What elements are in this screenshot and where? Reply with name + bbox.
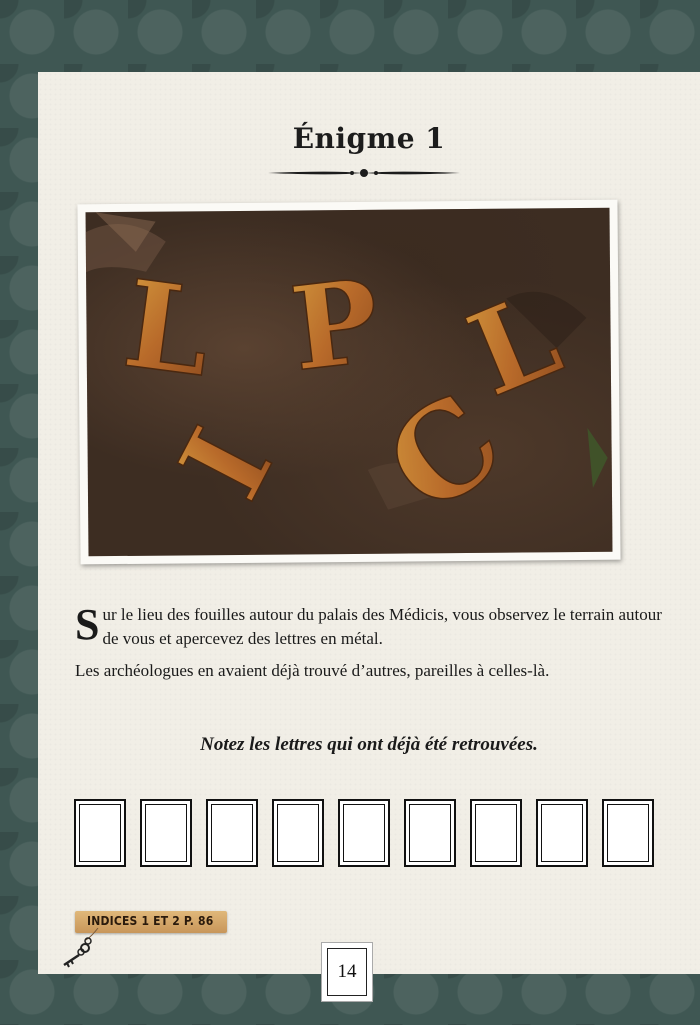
page-number-box [321, 942, 373, 1002]
hint-label: INDICES 1 ET 2 P. 86 [87, 914, 214, 928]
photo-metal-letters-in-soil [86, 208, 613, 557]
answer-box-3[interactable] [206, 799, 258, 867]
answer-box-5[interactable] [338, 799, 390, 867]
paragraph-1-text: ur le lieu des fouilles autour du palais des Médicis, vous observez le terrain autour de vous et apercevez des lettres en métal. [102, 605, 662, 648]
photo-letter-i: I [154, 409, 299, 520]
page-title: Énigme 1 [292, 122, 446, 155]
paragraph-2: Les archéologues en avaient déjà trouvé d’autres, pareilles à celles-là. [75, 661, 550, 680]
answer-box-6[interactable] [404, 799, 456, 867]
photo-letter-c: C [360, 365, 530, 543]
photo-frame [77, 200, 620, 565]
answer-box-8[interactable] [536, 799, 588, 867]
answer-box-7[interactable] [470, 799, 522, 867]
answer-boxes [74, 799, 654, 869]
answer-box-2[interactable] [140, 799, 192, 867]
answer-box-1[interactable] [74, 799, 126, 867]
answer-box-9[interactable] [602, 799, 654, 867]
answer-box-4[interactable] [272, 799, 324, 867]
title-divider [266, 167, 462, 179]
page-number: 14 [327, 948, 367, 996]
drop-cap: S [75, 600, 100, 649]
body-text [75, 600, 675, 683]
key-icon [58, 928, 102, 968]
page [38, 72, 700, 982]
paragraph-1 [75, 600, 675, 651]
photo-letter-l1: L [116, 253, 219, 405]
photo-letter-l2: L [451, 267, 578, 424]
instruction-prompt: Notez les lettres qui ont déjà été retrouvées. [200, 734, 538, 755]
photo-letter-p: P [284, 253, 386, 398]
